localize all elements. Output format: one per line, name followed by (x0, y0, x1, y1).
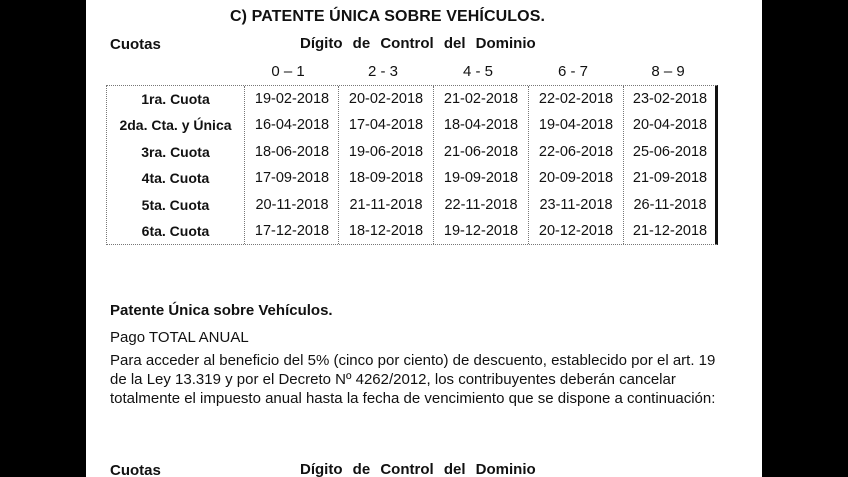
column-header-2-3: 2 - 3 (367, 63, 398, 80)
date-cell: 22-06-2018 (538, 144, 614, 160)
column-header-6-7: 6 - 7 (557, 63, 588, 80)
date-cell: 23-11-2018 (539, 197, 613, 213)
table-row (107, 192, 719, 218)
date-cell: 21-06-2018 (443, 144, 519, 160)
table-row (107, 139, 719, 165)
column-header-0-1: 0 – 1 (271, 63, 305, 80)
date-cell: 19-06-2018 (348, 144, 424, 160)
row-label: 5ta. Cuota (141, 197, 210, 213)
digito-control-header: Dígito de Control del Dominio (300, 35, 536, 52)
row-label: 2da. Cta. y Única (119, 117, 232, 133)
date-cell: 19-12-2018 (443, 223, 519, 239)
date-cell: 19-02-2018 (254, 91, 330, 107)
section-title: C) PATENTE ÚNICA SOBRE VEHÍCULOS. (230, 8, 546, 25)
date-cell: 22-02-2018 (538, 91, 614, 107)
date-cell: 16-04-2018 (254, 117, 330, 133)
row-label: 1ra. Cuota (141, 91, 210, 107)
column-header-4-5: 4 - 5 (462, 63, 493, 80)
date-cell: 18-06-2018 (254, 144, 330, 160)
table-row (107, 218, 719, 244)
date-cell: 22-11-2018 (444, 197, 518, 213)
row-label: 6ta. Cuota (141, 223, 210, 239)
date-cell: 20-04-2018 (632, 117, 708, 133)
date-cell: 21-12-2018 (632, 223, 708, 239)
cuotas-header-2: Cuotas (110, 462, 161, 477)
date-cell: 17-09-2018 (254, 170, 330, 186)
date-cell: 17-04-2018 (348, 117, 424, 133)
date-cell: 20-12-2018 (538, 223, 614, 239)
date-cell: 21-02-2018 (443, 91, 519, 107)
date-cell: 20-09-2018 (538, 170, 614, 186)
annual-section-title: Patente Única sobre Vehículos. (110, 302, 333, 319)
document-page (86, 0, 762, 477)
table-row (107, 86, 719, 112)
due-dates-table (106, 85, 718, 245)
payment-type-text: Pago TOTAL ANUAL (110, 329, 249, 346)
date-cell: 18-12-2018 (348, 223, 424, 239)
date-cell: 20-02-2018 (348, 91, 424, 107)
cuotas-header: Cuotas (110, 36, 161, 53)
date-cell: 21-11-2018 (349, 197, 423, 213)
date-cell: 23-02-2018 (632, 91, 708, 107)
date-cell: 18-09-2018 (348, 170, 424, 186)
row-label: 3ra. Cuota (141, 144, 210, 160)
table-row (107, 165, 719, 191)
date-cell: 26-11-2018 (633, 197, 707, 213)
row-label: 4ta. Cuota (141, 170, 210, 186)
date-cell: 20-11-2018 (255, 197, 329, 213)
date-cell: 17-12-2018 (254, 223, 330, 239)
date-cell: 19-09-2018 (443, 170, 519, 186)
date-cell: 21-09-2018 (632, 170, 708, 186)
column-header-8-9: 8 – 9 (651, 63, 685, 80)
digito-control-header-2: Dígito de Control del Dominio (300, 461, 536, 477)
date-cell: 19-04-2018 (538, 117, 614, 133)
table-row (107, 112, 719, 138)
date-cell: 25-06-2018 (632, 144, 708, 160)
discount-paragraph: Para acceder al beneficio del 5% (cinco por ciento) de descuento, establecido por el art. 19 de la Ley 13.319 y por el Decreto Nº 4262/2012, los contribuyentes deberán cancelar totalmente el impuesto anual hasta la fecha de vencimiento que se dispone a continuación: (110, 352, 716, 407)
date-cell: 18-04-2018 (443, 117, 519, 133)
